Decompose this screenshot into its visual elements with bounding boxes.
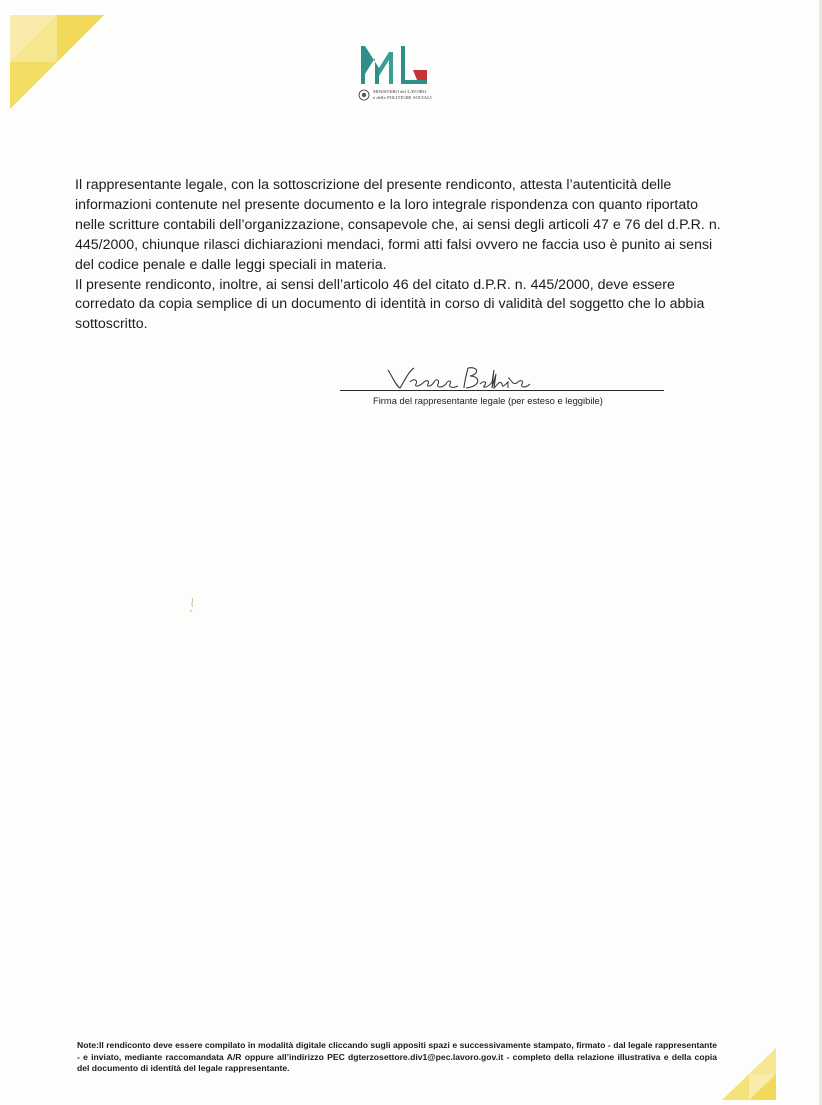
declaration-paragraph-1: Il rappresentante legale, con la sottoscrizione del presente rendiconto, attesta l’autenticità delle informazioni contenute nel presente documento e la loro integrale rispondenza con quanto riportato nelle scritture contabili dell’organizzazione, consapevole che, ai sensi degli articoli 47 e 76 del d.P.R. n. 445/2000, chiunque rilasci dichiarazioni mendaci, formi atti falsi ovvero ne faccia uso è punito ai sensi del codice penale e dalle leggi speciali in materia. xyxy=(75,177,721,273)
logo-text-line2: e delle POLITICHE SOCIALI xyxy=(373,95,432,100)
declaration-text xyxy=(75,176,725,335)
signature-line xyxy=(340,390,664,391)
corner-decoration-bottom-right xyxy=(722,1048,776,1100)
footer-note xyxy=(77,1040,717,1075)
signature-caption: Firma del rappresentante legale (per esteso e leggibile) xyxy=(373,395,603,406)
declaration-paragraph-2: Il presente rendiconto, inoltre, ai sensi dell’articolo 46 del citato d.P.R. n. 445/2000, deve essere corredato da copia semplice di un documento di identità in corso di validità del soggetto che lo abbia sottoscritto. xyxy=(75,276,705,333)
scan-speck xyxy=(186,596,198,614)
logo-text-line1: MINISTERO del LAVORO xyxy=(373,89,427,94)
footer-note-text: Note:Il rendiconto deve essere compilato in modalità digitale cliccando sugli appositi spazi e successivamente stampato, firmato - dal legale rappresentante - e inviato, mediante raccomandata A/R oppure all’indirizzo PEC dgterzosettore.div1@pec.lavoro.gov.it - completo della relazione illustrativa e della copia del documento di identità del legale rappresentante. xyxy=(77,1040,717,1074)
corner-decoration-top-left xyxy=(10,15,104,109)
